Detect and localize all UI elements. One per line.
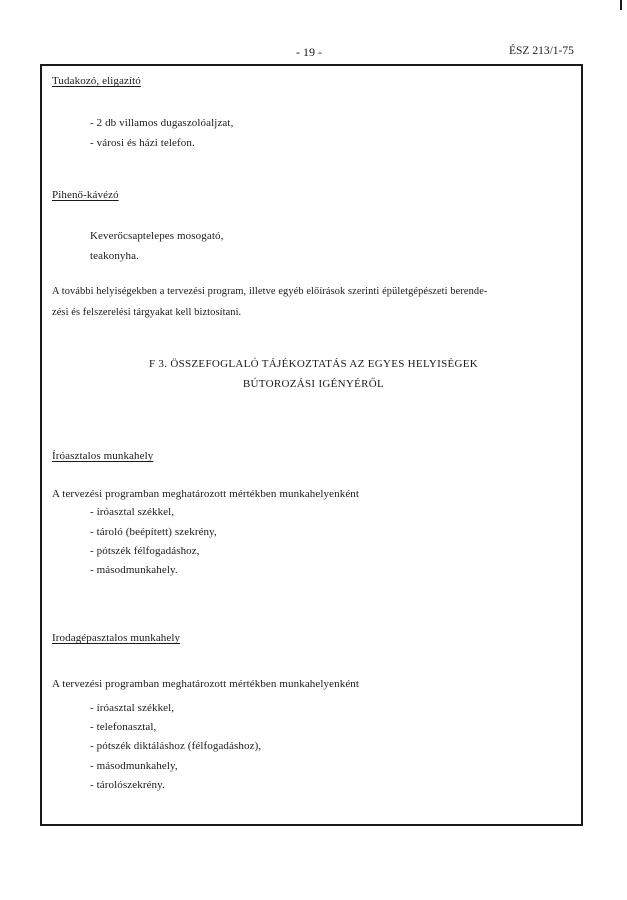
list-item: - másodmunkahely.	[90, 564, 178, 576]
paragraph-line: A további helyiségekben a tervezési program, illetve egyéb előírások szerinti épületgépészeti berende-	[52, 286, 488, 297]
list-item: - 2 db villamos dugaszolóaljzat,	[90, 117, 234, 129]
document-code: ÉSZ 213/1-75	[509, 45, 574, 57]
list-item: Keverőcsaptelepes mosogató,	[90, 230, 224, 242]
page-number: - 19 -	[296, 45, 322, 59]
list-item: - íróasztal székkel,	[90, 506, 175, 518]
list-item: teakonyha.	[90, 250, 139, 262]
intro-line: A tervezési programban meghatározott mértékben munkahelyenként	[52, 678, 360, 690]
section-heading-tudakozo: Tudakozó, eligazító	[52, 75, 141, 87]
list-item: - pótszék diktáláshoz (félfogadáshoz),	[90, 740, 262, 752]
paragraph-line: zési és felszerelési tárgyakat kell biztosítani.	[52, 307, 242, 318]
section-title-f3: F 3. ÖSSZEFOGLALÓ TÁJÉKOZTATÁS AZ EGYES HELYISÉGEK	[148, 358, 479, 370]
list-item: - tárolószekrény.	[90, 779, 165, 791]
section-heading-piheno: Pihenő-kávézó	[52, 189, 119, 201]
intro-line: A tervezési programban meghatározott mértékben munkahelyenként	[52, 488, 360, 500]
list-item: - városi és házi telefon.	[90, 137, 195, 149]
section-heading-irodagepasztalos: Irodagépasztalos munkahely	[52, 632, 181, 644]
right-edge-mark	[620, 0, 622, 10]
list-item: - pótszék félfogadáshoz,	[90, 545, 200, 557]
list-item: - másodmunkahely,	[90, 760, 178, 772]
section-heading-iroasztalos: Íróasztalos munkahely	[52, 450, 154, 462]
section-title-f3-line2: BÚTOROZÁSI IGÉNYÉRŐL	[242, 378, 385, 390]
list-item: - íróasztal székkel,	[90, 702, 175, 714]
list-item: - tároló (beépített) szekrény,	[90, 526, 217, 538]
list-item: - telefonasztal,	[90, 721, 157, 733]
